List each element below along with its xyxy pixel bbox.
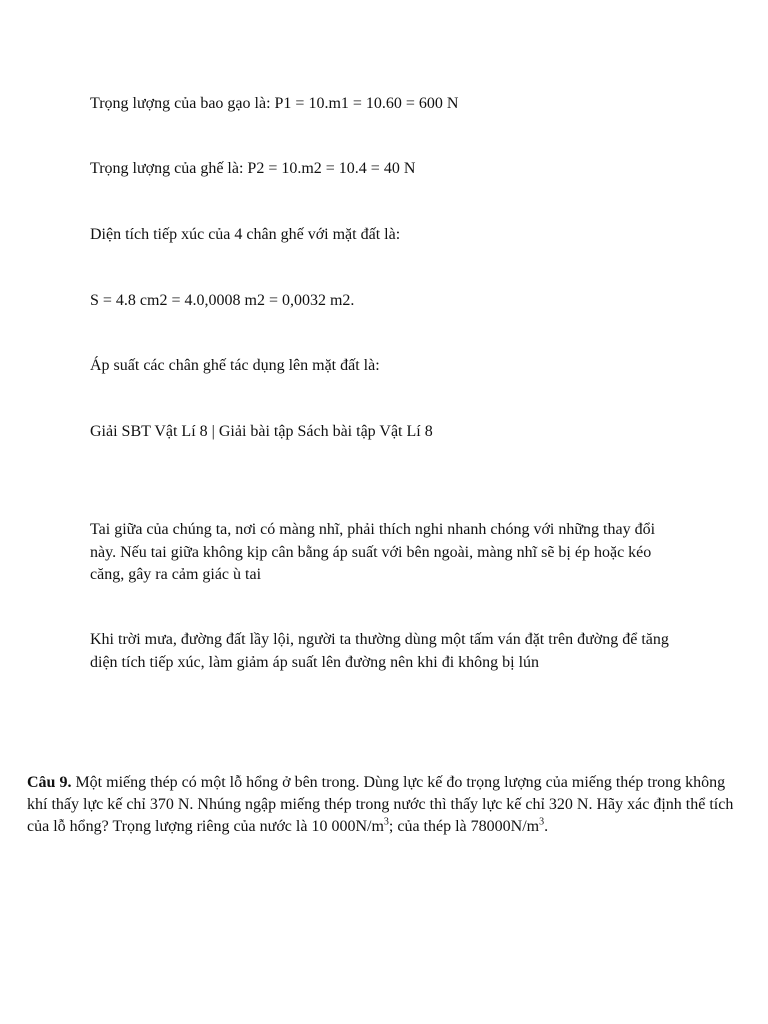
text-line-rice-weight: Trọng lượng của bao gạo là: P1 = 10.m1 = 10.60 = 600 N bbox=[90, 95, 459, 112]
question-superscript-2: 3 bbox=[539, 816, 545, 828]
text-line-contact-area-heading: Diện tích tiếp xúc của 4 chân ghế với mặt đất là: bbox=[90, 226, 401, 243]
question-superscript-1: 3 bbox=[383, 816, 389, 828]
question-text-part-2: ; của thép là 78000N/m bbox=[388, 818, 540, 835]
text-line-pressure-heading: Áp suất các chân ghế tác dụng lên mặt đất là: bbox=[90, 357, 380, 374]
paragraph-middle-ear: Tai giữa của chúng ta, nơi có màng nhĩ, phải thích nghi nhanh chóng với những thay đổi này. Nếu tai giữa không kịp cân bằng áp suất với bên ngoài, màng nhĩ sẽ bị ép hoặc kéo căng, gây ra cảm giác ù tai bbox=[90, 521, 656, 583]
question-9 bbox=[27, 772, 745, 838]
text-line-image-caption: Giải SBT Vật Lí 8 | Giải bài tập Sách bài tập Vật Lí 8 bbox=[90, 423, 433, 440]
question-label: Câu 9. bbox=[27, 774, 72, 791]
text-line-chair-weight: Trọng lượng của ghế là: P2 = 10.m2 = 10.4 = 40 N bbox=[90, 160, 416, 177]
question-text-part-3: . bbox=[544, 818, 549, 835]
question-text-part-1: Một miếng thép có một lỗ hổng ở bên trong. Dùng lực kế đo trọng lượng của miếng thép trong không khí thấy lực kế chỉ 370 N. Nhúng ngập miếng thép trong nước thì thấy lực kế chỉ 320 N. Hãy xác định thể tích của lỗ hổng? Trọng lượng riêng của nước là 10 000N/m bbox=[27, 774, 734, 835]
text-line-area-formula: S = 4.8 cm2 = 4.0,0008 m2 = 0,0032 m2. bbox=[90, 292, 355, 309]
paragraph-rain-plank: Khi trời mưa, đường đất lầy lội, người ta thường dùng một tấm ván đặt trên đường để tăng diện tích tiếp xúc, làm giảm áp suất lên đường nên khi đi không bị lún bbox=[90, 631, 669, 671]
